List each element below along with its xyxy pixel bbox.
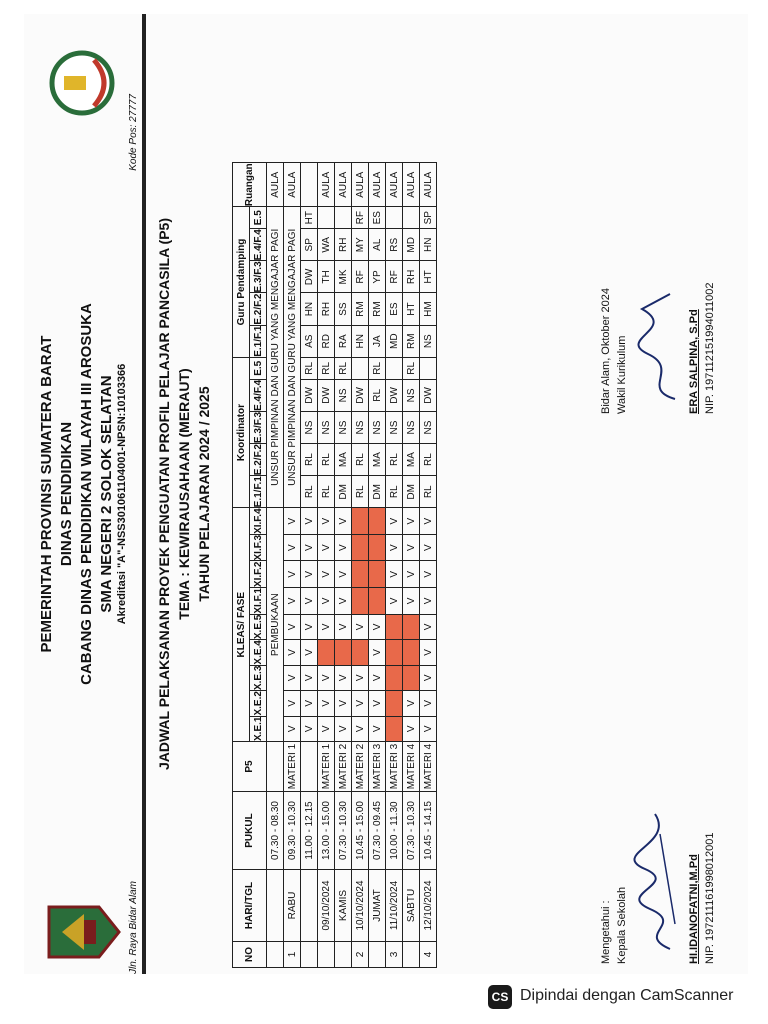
- table-row: [420, 163, 437, 968]
- header-time: PUKUL: [233, 792, 267, 870]
- cell-class-check: [403, 614, 420, 639]
- cell-coordinator-merged: UNSUR PIMPINAN DAN GURU YANG MENGAJAR PAGI: [267, 207, 284, 508]
- cell-companion: RH: [335, 229, 352, 261]
- cell-companion: MD: [386, 325, 403, 357]
- cell-class-check: V: [386, 588, 403, 615]
- cell-coordinator: RL: [318, 444, 335, 476]
- table-row-opening: [267, 163, 284, 968]
- companion-col-header: E.2/F.2: [250, 293, 267, 325]
- cell-class-check: V: [369, 665, 386, 690]
- camscanner-caption: Dipindai dengan CamScanner: [520, 987, 734, 1004]
- cell-companion: RH: [403, 261, 420, 293]
- cell-class-check: V: [352, 614, 369, 639]
- cell-time: 10.00 - 11.30: [386, 792, 403, 870]
- cell-coordinator: NS: [301, 411, 318, 443]
- cell-companion: MD: [403, 229, 420, 261]
- cell-class-check: V: [352, 716, 369, 741]
- table-row: [386, 163, 403, 968]
- cell-coordinator: NS: [352, 411, 369, 443]
- cell-coordinator: RL: [403, 357, 420, 379]
- cell-time: 07.30 - 10.30: [335, 792, 352, 870]
- cell-class-check: V: [369, 640, 386, 665]
- class-col-header: X.E.2: [250, 691, 267, 716]
- companion-col-header: E.5: [250, 207, 267, 229]
- cell-class-check: V: [301, 640, 318, 665]
- cell-class-check: V: [318, 614, 335, 639]
- cell-day: [301, 870, 318, 942]
- cell-coordinator: MA: [369, 444, 386, 476]
- cell-p5: MATERI 3: [369, 742, 386, 792]
- cell-coordinator: DM: [403, 476, 420, 508]
- class-col-header: XI.F.3: [250, 534, 267, 561]
- cell-no: 3: [386, 942, 403, 968]
- cell-class-check: V: [420, 614, 437, 639]
- cell-class-check: V: [301, 508, 318, 535]
- cell-class-check: V: [301, 561, 318, 588]
- cell-room: AULA: [386, 163, 403, 207]
- cell-class-check: V: [403, 716, 420, 741]
- cell-no: [403, 942, 420, 968]
- cell-coordinator: DM: [335, 476, 352, 508]
- cell-coordinator: RL: [352, 476, 369, 508]
- table-row: [335, 163, 352, 968]
- cell-companion: TH: [318, 261, 335, 293]
- cell-coordinator: RL: [301, 444, 318, 476]
- cell-class-check: V: [301, 691, 318, 716]
- cell-companion: AS: [301, 325, 318, 357]
- cell-coordinator: RL: [335, 357, 352, 379]
- cell-coordinator: RL: [420, 476, 437, 508]
- header-room: Ruangan: [233, 163, 267, 207]
- cell-class-check: V: [403, 691, 420, 716]
- cell-room: AULA: [403, 163, 420, 207]
- cell-companion: HT: [403, 293, 420, 325]
- cell-no: [335, 942, 352, 968]
- cell-day: [267, 870, 284, 942]
- cell-class-check: V: [420, 588, 437, 615]
- cell-p5: [301, 742, 318, 792]
- cell-class-check: V: [335, 561, 352, 588]
- cell-class-check: V: [403, 588, 420, 615]
- table-row: [403, 163, 420, 968]
- cell-coordinator: [352, 357, 369, 379]
- cell-time: 10.45 - 15.00: [352, 792, 369, 870]
- cell-time: 11.00 - 12.15: [301, 792, 318, 870]
- vice-signature-icon: [630, 284, 688, 404]
- header-line-school: SMA NEGERI 2 SOLOK SELATAN: [98, 375, 115, 613]
- cell-class-check: V: [301, 534, 318, 561]
- cell-class-check: V: [352, 665, 369, 690]
- cell-coordinator-merged: UNSUR PIMPINAN DAN GURU YANG MENGAJAR PAGI: [284, 207, 301, 508]
- coordinator-col-header: E.4/F.4: [250, 379, 267, 411]
- cell-coordinator: RL: [386, 476, 403, 508]
- cell-coordinator: DW: [420, 379, 437, 411]
- cell-coordinator: NS: [369, 411, 386, 443]
- cell-no: [318, 942, 335, 968]
- cell-class-check: V: [284, 614, 301, 639]
- cell-class-check: V: [284, 691, 301, 716]
- cell-companion: AL: [369, 229, 386, 261]
- cell-room: AULA: [369, 163, 386, 207]
- cell-companion: HN: [352, 325, 369, 357]
- cell-p5: MATERI 2: [352, 742, 369, 792]
- class-col-header: X.E.5: [250, 614, 267, 639]
- cell-class-check: V: [301, 614, 318, 639]
- cell-day: KAMIS: [335, 870, 352, 942]
- document-title: JADWAL PELAKSANAN PROYEK PENGUATAN PROFIL PELAJAR PANCASILA (P5): [156, 218, 172, 771]
- cell-companion: RD: [318, 325, 335, 357]
- camscanner-logo-icon: CS: [488, 985, 512, 1009]
- cell-class-check: V: [335, 534, 352, 561]
- vice-principal-title: Wakil Kurikulum: [616, 335, 628, 414]
- cell-class-check: V: [420, 561, 437, 588]
- cell-class-check: V: [335, 588, 352, 615]
- cell-coordinator: NS: [403, 379, 420, 411]
- cell-time: 07.30 - 10.30: [403, 792, 420, 870]
- cell-class-check: V: [403, 534, 420, 561]
- cell-time: 09.30 - 10.30: [284, 792, 301, 870]
- class-col-header: X.E.1: [250, 716, 267, 741]
- cell-coordinator: DW: [301, 379, 318, 411]
- cell-class-check: V: [335, 508, 352, 535]
- cell-class-check: V: [284, 561, 301, 588]
- cell-class-check: V: [386, 534, 403, 561]
- companion-col-header: E.3/F.3: [250, 261, 267, 293]
- cell-coordinator: RL: [420, 444, 437, 476]
- cell-coordinator: NS: [403, 411, 420, 443]
- cell-p5: MATERI 3: [386, 742, 403, 792]
- principal-title: Kepala Sekolah: [616, 886, 628, 964]
- cell-class-check: V: [301, 588, 318, 615]
- cell-coordinator: NS: [335, 379, 352, 411]
- cell-opening-label: PEMBUKAAN: [267, 508, 284, 742]
- cell-companion: MK: [335, 261, 352, 293]
- cell-date: 11/10/2024: [386, 870, 403, 942]
- header-companion: Guru Pendamping: [233, 207, 250, 358]
- school-address: Jln. Raya Bidar Alam: [128, 881, 139, 974]
- companion-col-header: E.1/F.1: [250, 325, 267, 357]
- class-col-header: XI.F.1: [250, 588, 267, 615]
- cell-no: [301, 942, 318, 968]
- header-class-phase: KLEAS/ FASE: [233, 508, 250, 742]
- cell-class-check: V: [369, 691, 386, 716]
- cell-companion: SS: [335, 293, 352, 325]
- cell-companion: RS: [386, 229, 403, 261]
- cell-companion: HN: [420, 229, 437, 261]
- postal-code: Kode Pos: 27777: [128, 94, 139, 171]
- cell-coordinator: [420, 357, 437, 379]
- cell-coordinator: DW: [352, 379, 369, 411]
- cell-class-check: V: [335, 665, 352, 690]
- cell-class-check: [386, 665, 403, 690]
- document-year: TAHUN PELAJARAN 2024 / 2025: [196, 386, 212, 602]
- cell-class-check: [386, 716, 403, 741]
- table-row: [352, 163, 369, 968]
- cell-room: AULA: [284, 163, 301, 207]
- cell-companion: [386, 207, 403, 229]
- class-col-header: X.E.3: [250, 665, 267, 690]
- cell-companion: RF: [386, 261, 403, 293]
- cell-class-check: V: [301, 716, 318, 741]
- cell-coordinator: RL: [301, 476, 318, 508]
- cell-class-check: [352, 534, 369, 561]
- cell-class-check: [352, 640, 369, 665]
- table-row: [301, 163, 318, 968]
- rotated-document: [24, 14, 748, 974]
- cell-room: [301, 163, 318, 207]
- cell-time: 07.30 - 08.30: [267, 792, 284, 870]
- header-coordinator: Koordinator: [233, 357, 250, 508]
- cell-class-check: V: [369, 716, 386, 741]
- cell-companion: YP: [369, 261, 386, 293]
- cell-no: [369, 942, 386, 968]
- coordinator-col-header: E.5: [250, 357, 267, 379]
- cell-class-check: V: [318, 588, 335, 615]
- cell-room: AULA: [335, 163, 352, 207]
- class-col-header: X.E.4: [250, 640, 267, 665]
- cell-companion: ES: [386, 293, 403, 325]
- cell-class-check: V: [335, 614, 352, 639]
- cell-coordinator: MA: [403, 444, 420, 476]
- cell-class-check: [386, 691, 403, 716]
- cell-coordinator: NS: [386, 411, 403, 443]
- header-row-top: [233, 163, 250, 968]
- vice-principal-name: ERA SALPINA, S.Pd: [688, 309, 700, 414]
- cell-p5: MATERI 4: [403, 742, 420, 792]
- cell-class-check: [335, 640, 352, 665]
- cell-room: AULA: [420, 163, 437, 207]
- cell-coordinator: NS: [318, 411, 335, 443]
- cell-companion: JA: [369, 325, 386, 357]
- cell-room: AULA: [267, 163, 284, 207]
- cell-class-check: [369, 588, 386, 615]
- table-row: [369, 163, 386, 968]
- acknowledged-label: Mengetahui :: [600, 900, 612, 964]
- cell-time: 13.00 - 15.00: [318, 792, 335, 870]
- cell-class-check: V: [284, 665, 301, 690]
- cell-coordinator: RL: [369, 379, 386, 411]
- cell-p5: MATERI 1: [284, 742, 301, 792]
- cell-no: [267, 942, 284, 968]
- cell-day: JUMAT: [369, 870, 386, 942]
- cell-class-check: V: [420, 691, 437, 716]
- schedule-table: [232, 162, 437, 968]
- header-day-date: HARI/TGL: [233, 870, 267, 942]
- table-row: [318, 163, 335, 968]
- cell-class-check: V: [284, 716, 301, 741]
- cell-companion: RM: [352, 293, 369, 325]
- cell-class-check: V: [284, 534, 301, 561]
- cell-companion: WA: [318, 229, 335, 261]
- cell-class-check: V: [386, 508, 403, 535]
- header-accreditation: Akreditasi "A"-NSS301061104001-NPSN:10103366: [116, 363, 128, 625]
- cell-class-check: [352, 561, 369, 588]
- cell-companion: HT: [301, 207, 318, 229]
- cell-coordinator: RL: [369, 357, 386, 379]
- cell-class-check: V: [318, 716, 335, 741]
- principal-name: HI.IDANOFATNI,M.Pd: [688, 854, 700, 964]
- cell-class-check: V: [318, 691, 335, 716]
- cell-companion: RM: [403, 325, 420, 357]
- cell-class-check: V: [403, 561, 420, 588]
- cell-class-check: [403, 665, 420, 690]
- cell-coordinator: DM: [369, 476, 386, 508]
- cell-class-check: V: [318, 665, 335, 690]
- cell-p5: [267, 742, 284, 792]
- cell-companion: HM: [420, 293, 437, 325]
- cell-time: 10.45 - 14.15: [420, 792, 437, 870]
- cell-class-check: V: [420, 665, 437, 690]
- cell-day: SABTU: [403, 870, 420, 942]
- school-logo-icon: [44, 48, 119, 118]
- cell-date: 12/10/2024: [420, 870, 437, 942]
- cell-no: 4: [420, 942, 437, 968]
- principal-nip: NIP. 197211161998012001: [704, 832, 716, 964]
- cell-class-check: V: [284, 640, 301, 665]
- cell-class-check: V: [318, 508, 335, 535]
- cell-coordinator: NS: [420, 411, 437, 443]
- class-col-header: XI.F.4: [250, 508, 267, 535]
- coordinator-col-header: E.1/F.1: [250, 476, 267, 508]
- cell-class-check: V: [369, 614, 386, 639]
- cell-companion: SP: [420, 207, 437, 229]
- coordinator-col-header: E.3/F.3: [250, 411, 267, 443]
- cell-coordinator: RL: [318, 357, 335, 379]
- cell-class-check: [352, 588, 369, 615]
- cell-companion: MY: [352, 229, 369, 261]
- principal-signature-icon: [630, 804, 688, 954]
- cell-class-check: [386, 640, 403, 665]
- cell-class-check: V: [318, 561, 335, 588]
- cell-p5: MATERI 1: [318, 742, 335, 792]
- cell-class-check: V: [420, 640, 437, 665]
- cell-class-check: V: [420, 716, 437, 741]
- header-line-branch: CABANG DINAS PENDIDIKAN WILAYAH III AROSUKA: [78, 303, 95, 685]
- cell-coordinator: DW: [386, 379, 403, 411]
- cell-date: 09/10/2024: [318, 870, 335, 942]
- cell-coordinator: [386, 357, 403, 379]
- cell-class-check: V: [284, 508, 301, 535]
- cell-companion: RF: [352, 207, 369, 229]
- cell-room: AULA: [352, 163, 369, 207]
- cell-room: AULA: [318, 163, 335, 207]
- cell-class-check: V: [352, 691, 369, 716]
- cell-coordinator: RL: [318, 476, 335, 508]
- cell-coordinator: RL: [301, 357, 318, 379]
- cell-class-check: [318, 640, 335, 665]
- cell-class-check: [369, 508, 386, 535]
- cell-class-check: [369, 534, 386, 561]
- cell-coordinator: MA: [335, 444, 352, 476]
- cell-coordinator: NS: [335, 411, 352, 443]
- cell-companion: [318, 207, 335, 229]
- cell-no: 1: [284, 942, 301, 968]
- cell-p5: MATERI 2: [335, 742, 352, 792]
- cell-class-check: V: [420, 508, 437, 535]
- place-date: Bidar Alam, Oktober 2024: [600, 288, 612, 414]
- cell-companion: RH: [318, 293, 335, 325]
- cell-p5: MATERI 4: [420, 742, 437, 792]
- cell-class-check: V: [335, 716, 352, 741]
- cell-companion: HT: [420, 261, 437, 293]
- cell-coordinator: DW: [318, 379, 335, 411]
- cell-no: 2: [352, 942, 369, 968]
- vice-principal-nip: NIP. 197112151994011002: [704, 282, 716, 414]
- cell-class-check: V: [386, 561, 403, 588]
- coordinator-col-header: E.2/F.2: [250, 444, 267, 476]
- cell-class-check: V: [420, 534, 437, 561]
- cell-coordinator: RL: [352, 444, 369, 476]
- header-no: NO: [233, 942, 267, 968]
- cell-date: 10/10/2024: [352, 870, 369, 942]
- document-theme: TEMA : KEWIRAUSAHAAN (MERAUT): [176, 368, 192, 620]
- cell-class-check: [369, 561, 386, 588]
- cell-time: 07.30 - 09.45: [369, 792, 386, 870]
- header-line-office: DINAS PENDIDIKAN: [58, 421, 75, 567]
- cell-companion: ES: [369, 207, 386, 229]
- header-line-province: PEMERINTAH PROVINSI SUMATERA BARAT: [38, 335, 55, 653]
- cell-companion: RM: [369, 293, 386, 325]
- cell-companion: [403, 207, 420, 229]
- cell-companion: NS: [420, 325, 437, 357]
- cell-class-check: V: [403, 508, 420, 535]
- cell-companion: DW: [301, 261, 318, 293]
- cell-companion: [335, 207, 352, 229]
- cell-class-check: V: [301, 665, 318, 690]
- class-col-header: XI.F.2: [250, 561, 267, 588]
- cell-class-check: V: [284, 588, 301, 615]
- cell-companion: HN: [301, 293, 318, 325]
- header-p5: P5: [233, 742, 267, 792]
- companion-col-header: E.4/F.4: [250, 229, 267, 261]
- cell-coordinator: RL: [386, 444, 403, 476]
- letterhead-divider: [142, 14, 146, 974]
- cell-companion: SP: [301, 229, 318, 261]
- cell-day: RABU: [284, 870, 301, 942]
- cell-companion: RA: [335, 325, 352, 357]
- cell-class-check: [403, 640, 420, 665]
- cell-class-check: [352, 508, 369, 535]
- table-row: [284, 163, 301, 968]
- cell-class-check: [386, 614, 403, 639]
- cell-companion: RF: [352, 261, 369, 293]
- cell-class-check: V: [318, 534, 335, 561]
- cell-class-check: V: [335, 691, 352, 716]
